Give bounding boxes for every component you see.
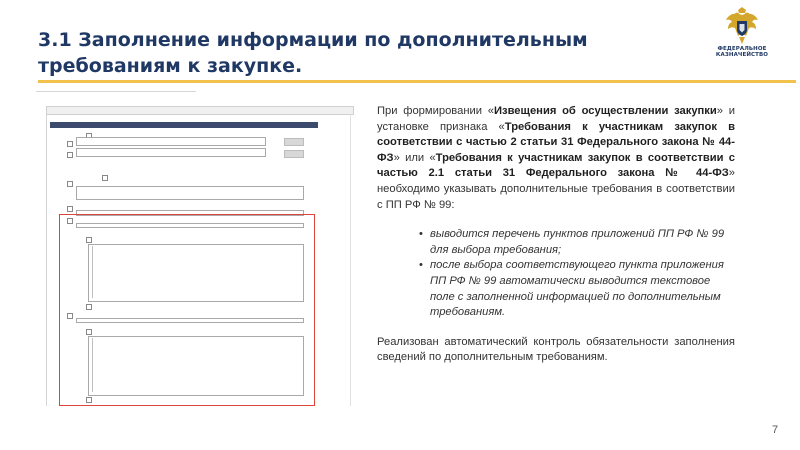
- intro-bold-2: Требования к участникам закупок в соответствии с частью 2 статьи 31 Федерального закона № 44-ФЗ: [377, 120, 735, 164]
- form-button[interactable]: [284, 138, 304, 146]
- logo-caption: ФЕДЕРАЛЬНОЕ КАЗНАЧЕЙСТВО: [715, 46, 769, 58]
- bullet-icon: •: [419, 259, 423, 272]
- list-item: [377, 258, 736, 320]
- intro-text-mid-1: » и установке признака «: [377, 105, 735, 133]
- form-header-line: [36, 91, 196, 92]
- form-checkbox[interactable]: [67, 206, 73, 212]
- form-checkbox[interactable]: [67, 218, 73, 224]
- slide-title: 3.1 Заполнение информации по дополнительным требованиям к закупке.: [38, 29, 588, 77]
- form-checkbox[interactable]: [86, 304, 92, 310]
- form-left-border: [46, 114, 47, 406]
- form-button[interactable]: [284, 150, 304, 158]
- form-input[interactable]: [76, 223, 304, 228]
- intro-text-start: При формировании «: [377, 105, 494, 117]
- form-checkbox[interactable]: [86, 237, 92, 243]
- form-scroll-line: [92, 246, 93, 298]
- form-checkbox[interactable]: [67, 181, 73, 187]
- list-item: [377, 227, 736, 258]
- form-checkbox[interactable]: [102, 175, 108, 181]
- form-section-header: [50, 122, 318, 128]
- intro-paragraph: [377, 104, 735, 213]
- form-input[interactable]: [76, 318, 304, 323]
- title-underline: [38, 80, 796, 83]
- form-input[interactable]: [76, 148, 266, 157]
- intro-bold-3: Требования к участникам закупок в соответствии с частью 2.1 статьи 31 Федерального закона № 44-ФЗ: [377, 151, 736, 180]
- form-checkbox[interactable]: [86, 397, 92, 403]
- bullet-icon: •: [419, 228, 423, 241]
- form-checkbox[interactable]: [86, 329, 92, 335]
- form-checkbox[interactable]: [67, 152, 73, 158]
- form-input[interactable]: [76, 137, 266, 146]
- form-checkbox[interactable]: [67, 141, 73, 147]
- page-number: 7: [772, 424, 779, 436]
- intro-bold-1: Извещения об осуществлении закупки: [493, 105, 717, 117]
- form-tabs-bar: [46, 106, 354, 115]
- form-textarea[interactable]: [88, 244, 304, 302]
- body-text: [377, 104, 735, 366]
- form-textarea[interactable]: [88, 336, 304, 396]
- double-headed-eagle-emblem-icon: [725, 6, 759, 46]
- form-checkbox[interactable]: [67, 313, 73, 319]
- form-screenshot: [36, 86, 354, 408]
- bullet-text: после выбора соответствующего пункта приложения ПП РФ № 99 автоматически выводится текстовое поле с заполненной информацией по дополнительным требованиям.: [430, 259, 724, 319]
- form-scroll-line: [92, 338, 93, 392]
- intro-text-mid-2: » или «: [393, 151, 436, 164]
- form-right-border: [350, 114, 351, 406]
- bullet-list: [377, 227, 735, 321]
- form-input[interactable]: [76, 186, 304, 200]
- closing-paragraph: Реализован автоматический контроль обязательности заполнения сведений по дополнительным требованиям.: [377, 335, 735, 364]
- intro-text-end: » необходимо указывать дополнительные требования в соответствии с ПП РФ № 99:: [377, 167, 735, 211]
- logo: [712, 6, 772, 72]
- bullet-text: выводится перечень пунктов приложений ПП РФ № 99 для выбора требования;: [430, 228, 725, 256]
